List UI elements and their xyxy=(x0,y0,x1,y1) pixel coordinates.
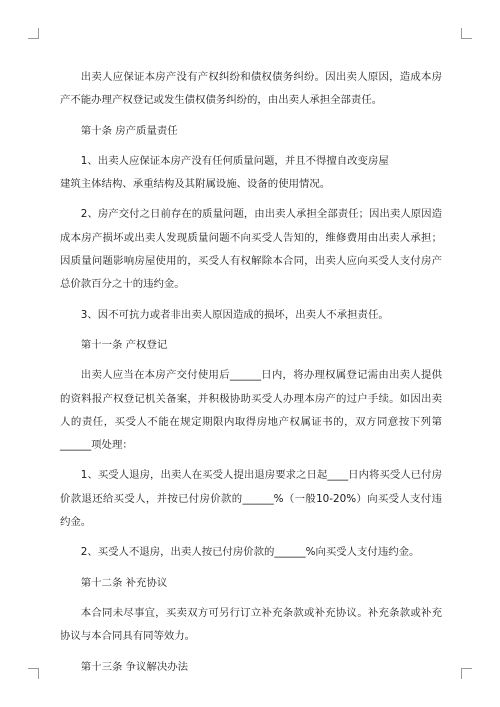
heading-article-12: 第十二条 补充协议 xyxy=(80,576,168,589)
paragraph-quality-1: 1、出卖人应保证本房产没有任何质量问题，并且不得擅自改变房屋 xyxy=(80,154,389,167)
paragraph-quality-2: 2、房产交付之日前存在的质量问题，由出卖人承担全部责任；因出卖人原因造成本房产损坏或出卖人发现质量问题不向买受人告知的，维修费用由出卖人承担；因质量问题影响房屋使用的，买受人有权解除本合同，出卖人应向买受人支付房产总价款百分之十的违约金。 xyxy=(60,208,442,291)
heading-article-10: 第十条 房产质量责任 xyxy=(80,124,178,137)
paragraph-option-no-refund: 2、买受人不退房，出卖人按已付房价款的______%向买受人支付违约金。 xyxy=(80,546,420,559)
paragraph-title-registration: 出卖人应当在本房产交付使用后______日内，将办理权属登记需由出卖人提供的资料报产权登记机关备案，并积极协助买受人办理本房产的过户手续。如因出卖人的责任，买受人不能在规定期限内取得房地产权属证书的，双方同意按下列第______项处理： xyxy=(60,369,442,452)
paragraph-supplementary: 本合同未尽事宜，买卖双方可另行订立补充条款或补充协议。补充条款或补充协议与本合同具有同等效力。 xyxy=(60,606,442,643)
paragraph-seller-guarantee: 出卖人应保证本房产没有产权纠纷和债权债务纠纷。因出卖人原因，造成本房产不能办理产权登记或发生债权债务纠纷的，由出卖人承担全部责任。 xyxy=(60,71,442,107)
crop-mark-bottom-right xyxy=(461,668,472,679)
paragraph-option-refund: 1、买受人退房，出卖人在买受人提出退房要求之日起____日内将买受人已付房价款退还给买受人，并按已付房价款的______%（一般10-20%）向买受人支付违约金。 xyxy=(60,469,442,529)
heading-article-13: 第十三条 争议解决办法 xyxy=(80,660,189,673)
crop-mark-top-right xyxy=(461,28,472,39)
heading-article-11: 第十一条 产权登记 xyxy=(80,338,168,351)
paragraph-quality-1-cont: 建筑主体结构、承重结构及其附属设施、设备的使用情况。 xyxy=(60,178,331,191)
crop-mark-bottom-left xyxy=(28,668,39,679)
paragraph-quality-3: 3、因不可抗力或者非出卖人原因造成的损坏，出卖人不承担责任。 xyxy=(80,308,389,321)
crop-mark-top-left xyxy=(28,28,39,39)
document-page xyxy=(60,66,442,686)
